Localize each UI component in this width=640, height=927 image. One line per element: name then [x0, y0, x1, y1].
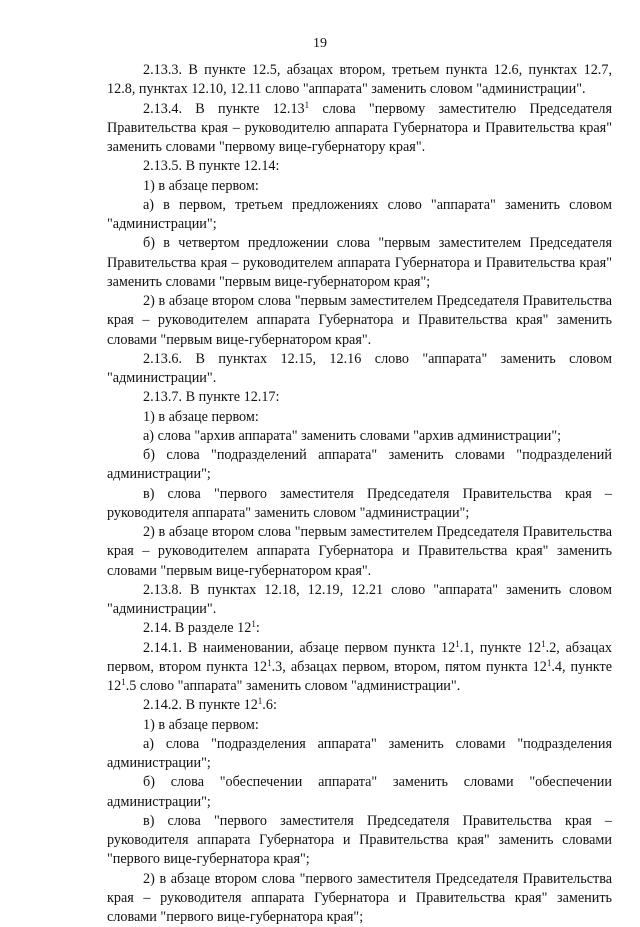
paragraph-text: 2.14. В разделе 12 [143, 620, 251, 636]
paragraph [107, 523, 612, 581]
page-number: 19 [0, 36, 640, 52]
paragraph-text: в) слова "первого заместителя Председателя Правительства края – руководителя аппарата Губернатора и Правительства края" заменить словами "первого вице-губернатора края"; [107, 813, 612, 868]
paragraph [107, 177, 612, 196]
paragraph-text: 2) в абзаце втором слова "первым заместителем Председателя Правительства края – руководителем аппарата Губернатора и Правительства края" заменить словами "первым вице-губернатором края". [107, 524, 612, 579]
paragraph [107, 619, 612, 638]
superscript: 1 [455, 639, 460, 649]
paragraph [107, 870, 612, 927]
paragraph-text: слова "первому заместителю Председателя Правительства края – руководителю аппарата Губернатора и Правительства края" заменить словами "первому вице-губернатору края". [107, 101, 612, 156]
paragraph [107, 581, 612, 620]
paragraph-text: 1) в абзаце первом: [143, 717, 259, 733]
paragraph [107, 234, 612, 292]
paragraph-text: .2, абзацах первом, втором пункта 12 [107, 640, 612, 675]
paragraph-text: а) слова "архив аппарата" заменить словами "архив администрации"; [143, 428, 561, 444]
paragraph-text: в) слова "первого заместителя Председателя Правительства края – руководителя аппарата" заменить словом "администрации"; [107, 486, 612, 521]
paragraph-text: 2.13.6. В пунктах 12.15, 12.16 слово "аппарата" заменить словом "администрации". [107, 351, 612, 386]
paragraph [107, 350, 612, 389]
superscript: 1 [251, 619, 256, 629]
paragraph-text: 1) в абзаце первом: [143, 409, 259, 425]
paragraph-text: б) слова "обеспечении аппарата" заменить словами "обеспечении администрации"; [107, 774, 612, 809]
paragraph-text: .3, абзацах первом, втором, пятом пункта 12 [272, 659, 547, 675]
paragraph-text: а) в первом, третьем предложениях слово "аппарата" заменить словом "администрации"; [107, 197, 612, 232]
paragraph [107, 100, 612, 158]
paragraph [107, 812, 612, 870]
paragraph-text: 2) в абзаце втором слова "первого заместителя Председателя Правительства края – руководителя аппарата Губернатора и Правительства края" заменить словами "первого вице-губернатора края"; [107, 871, 612, 926]
paragraph-text: 2.13.7. В пункте 12.17: [143, 389, 279, 405]
paragraph [107, 427, 612, 446]
document-body [107, 61, 612, 927]
paragraph-text: .6: [262, 697, 277, 713]
paragraph [107, 485, 612, 524]
paragraph [107, 446, 612, 485]
paragraph [107, 773, 612, 812]
paragraph [107, 61, 612, 100]
paragraph-text: .1, пункте 12 [460, 640, 541, 656]
paragraph-text: б) в четвертом предложении слова "первым заместителем Председателя Правительства края – руководителем аппарата Губернатора и Правительства края" заменить словами "первым вице-губернатором края"; [107, 235, 612, 290]
paragraph [107, 639, 612, 697]
paragraph-text: а) слова "подразделения аппарата" заменить словами "подразделения администрации"; [107, 736, 612, 771]
superscript: 1 [267, 658, 272, 668]
paragraph-text: 2.14.1. В наименовании, абзаце первом пункта 12 [143, 640, 455, 656]
paragraph-text: 1) в абзаце первом: [143, 178, 259, 194]
paragraph-text: .5 слово "аппарата" заменить словом "администрации". [126, 678, 461, 694]
superscript: 1 [305, 100, 310, 110]
paragraph-text: б) слова "подразделений аппарата" заменить словами "подразделений администрации"; [107, 447, 612, 482]
paragraph [107, 696, 612, 715]
superscript: 1 [121, 677, 126, 687]
paragraph-text: 2.13.8. В пунктах 12.18, 12.19, 12.21 слово "аппарата" заменить словом "администрации". [107, 582, 612, 617]
paragraph-text: : [256, 620, 260, 636]
paragraph-text: 2.14.2. В пункте 12 [143, 697, 258, 713]
paragraph [107, 735, 612, 774]
paragraph-text: 2.13.3. В пункте 12.5, абзацах втором, третьем пункта 12.6, пунктах 12.7, 12.8, пунктах 12.10, 12.11 слово "аппарата" заменить словом "администрации". [107, 62, 612, 97]
paragraph-text: 2.13.5. В пункте 12.14: [143, 158, 279, 174]
paragraph-text: .4, пункте 12 [107, 659, 612, 694]
paragraph [107, 157, 612, 176]
paragraph-text: 2.13.4. В пункте 12.13 [143, 101, 305, 117]
superscript: 1 [547, 658, 552, 668]
paragraph [107, 292, 612, 350]
paragraph [107, 716, 612, 735]
paragraph-text: 2) в абзаце втором слова "первым заместителем Председателя Правительства края – руководителем аппарата Губернатора и Правительства края" заменить словами "первым вице-губернатором края". [107, 293, 612, 348]
superscript: 1 [541, 639, 546, 649]
paragraph [107, 408, 612, 427]
paragraph [107, 388, 612, 407]
paragraph [107, 196, 612, 235]
superscript: 1 [258, 696, 263, 706]
